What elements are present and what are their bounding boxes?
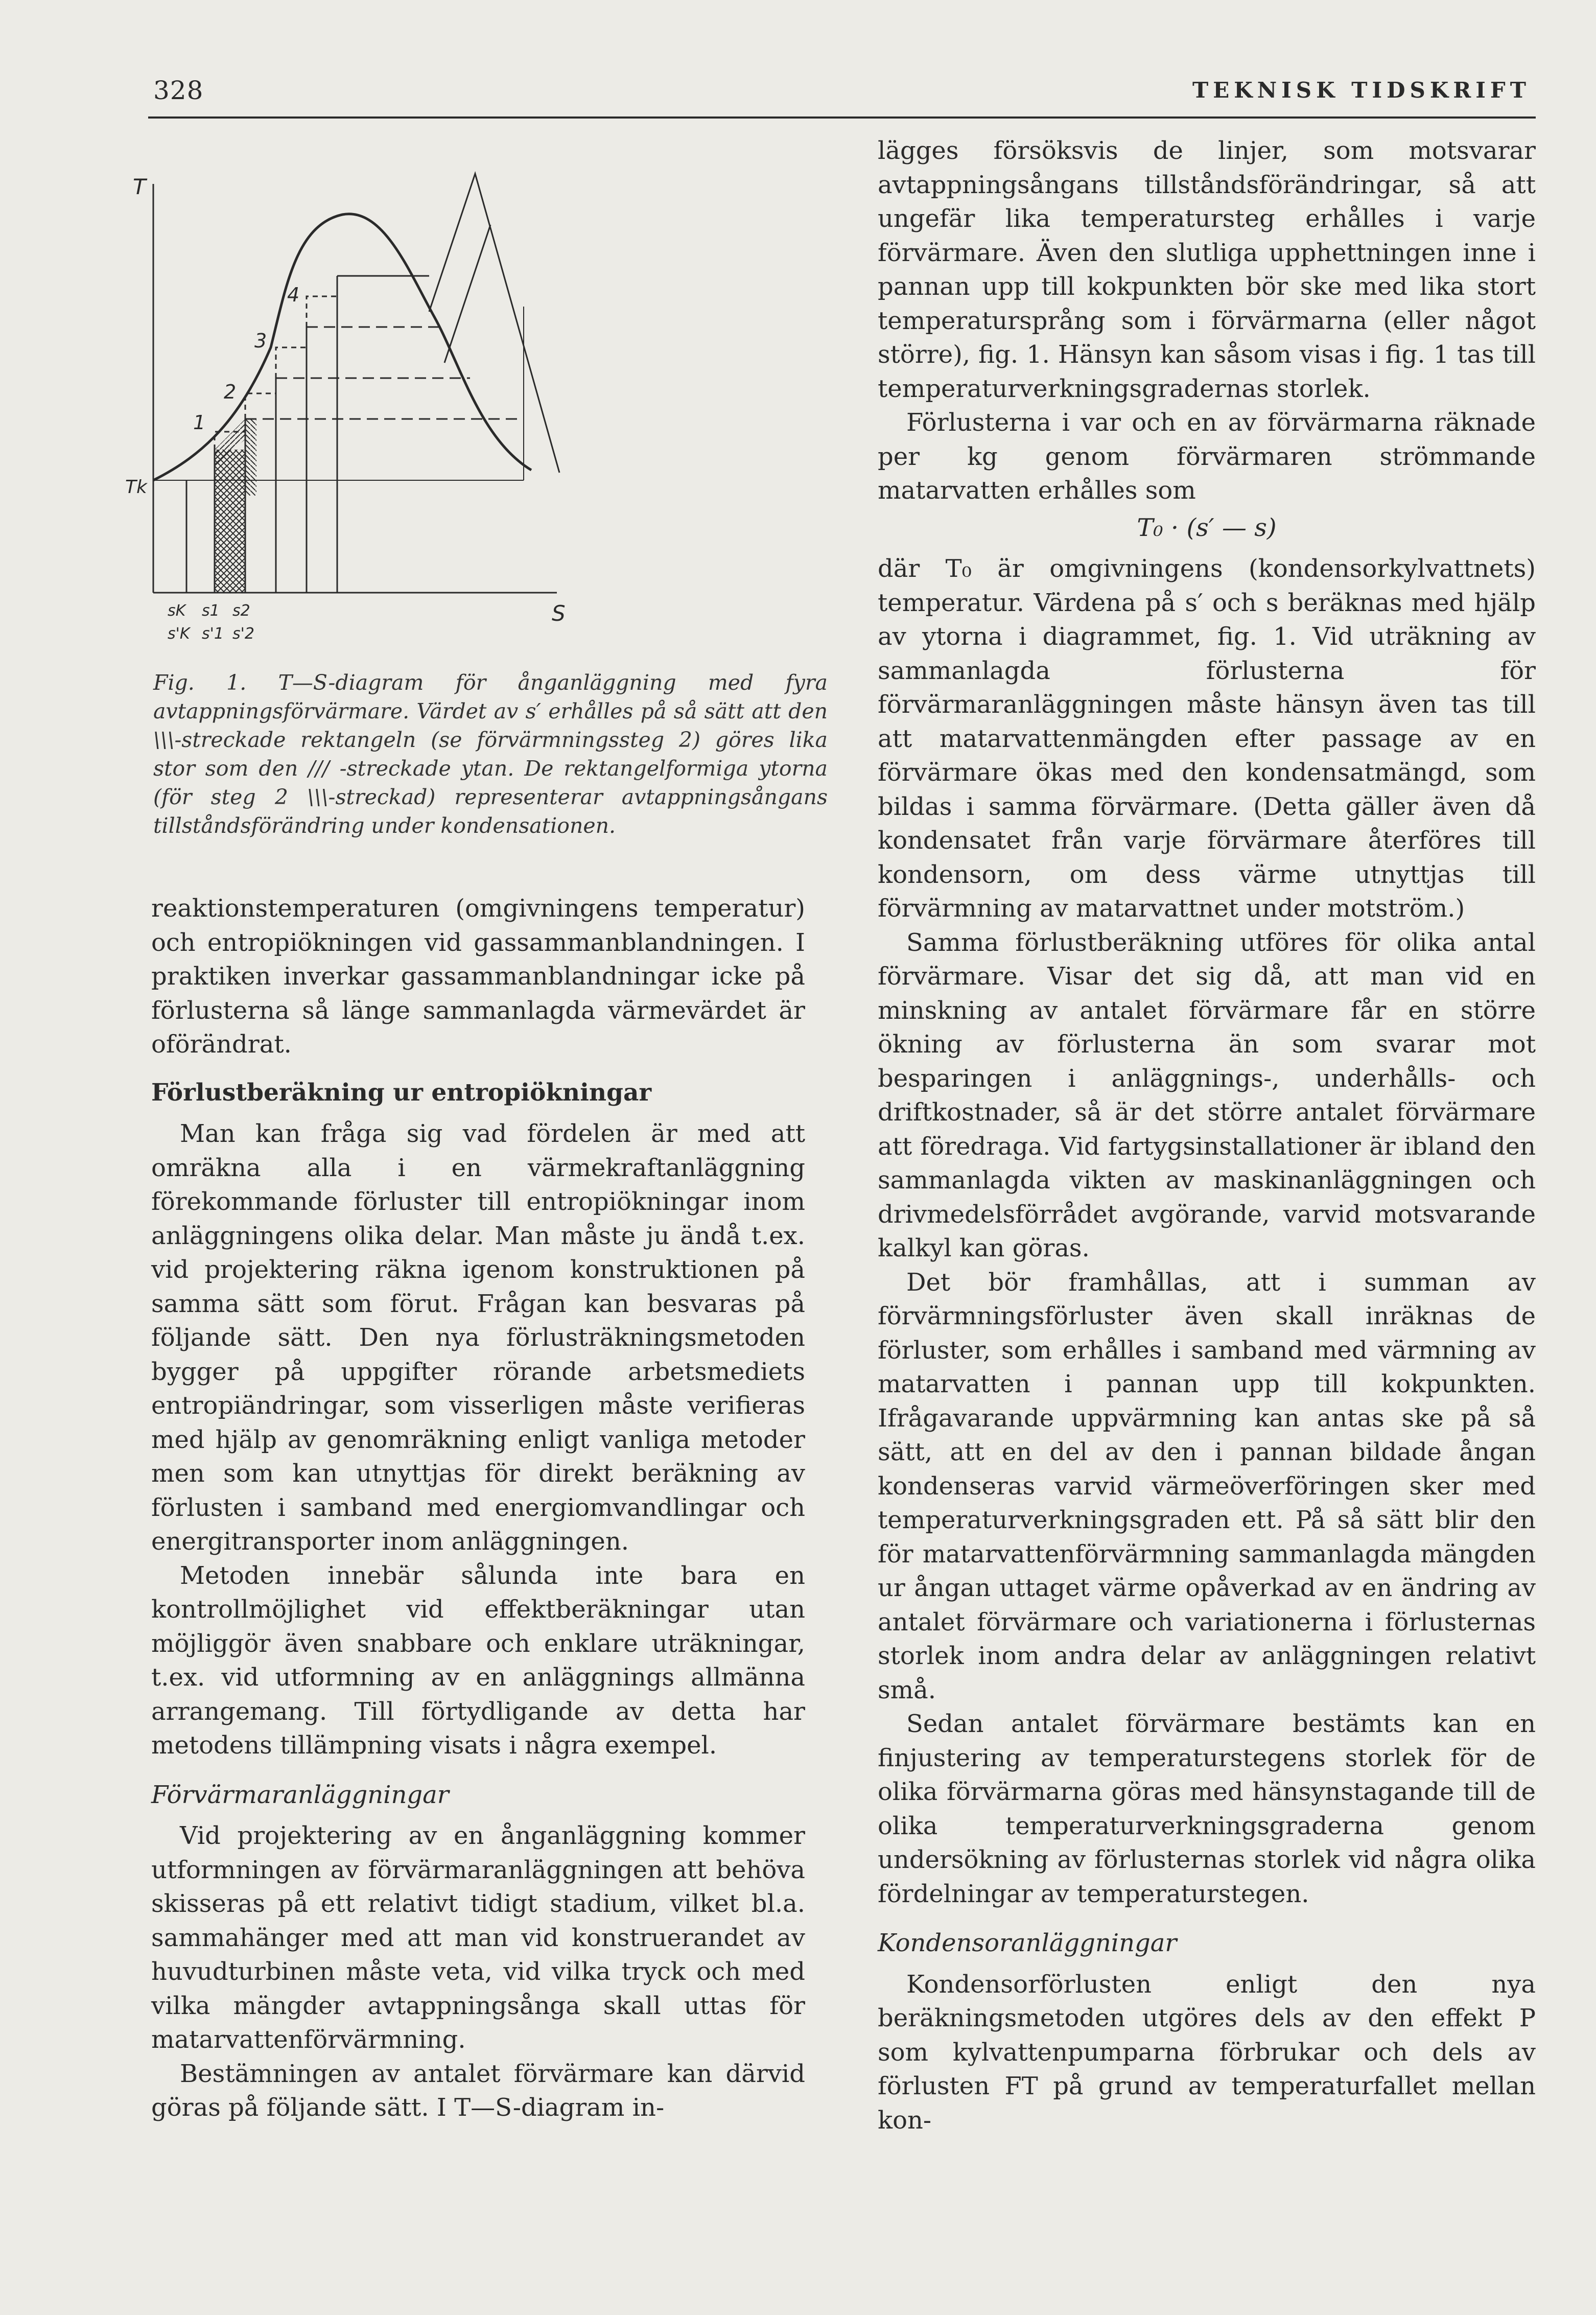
step-label-1: 1 <box>193 411 206 434</box>
s-label-s1: s1 <box>202 602 220 620</box>
page-number: 328 <box>153 76 204 105</box>
s-label-s2: s2 <box>232 602 250 620</box>
step-label-2: 2 <box>224 381 237 403</box>
paragraph: Förlusterna i var och en av förvärmarna räknade per kg genom förvärmaren strömmande matarvatten erhålles som <box>878 408 1536 505</box>
right-column <box>878 134 1536 2137</box>
s-label-s2-prime: s'2 <box>232 625 254 643</box>
left-column <box>151 892 805 2125</box>
paragraph: Kondensorförlusten enligt den nya beräkningsmetoden utgöres dels av den effekt P som kylvattenpumparna förbrukar och dels av förlusten FT på grund av temperaturfallet mellan kon- <box>878 1970 1536 2135</box>
s-label-sk-prime: s'K <box>168 625 190 643</box>
paragraph: Samma förlustberäkning utföres för olika antal förvärmare. Visar det sig då, att man vid en minskning av antalet förvärmare får en större ökning av förlusterna än som svarar mot besparingen i anläggnings-, underhålls- och driftkostnader, så är det större antalet förvärmare att föredraga. Vid fartygsinstallationer är ibland den sammanlagda vikten av maskinanläggningen och drivmedelsförrådet avgörande, varvid motsvarande kalkyl kan göras. <box>878 928 1536 1262</box>
paragraph: Sedan antalet förvärmare bestämts kan en finjustering av temperaturstegens storlek för de olika förvärmarna göras med hänsynstagande till de olika temperaturverkningsgraderna genom undersökning av förlusternas storlek vid några olika fördelningar av temperaturstegen. <box>878 1710 1536 1908</box>
s-label-sk: sK <box>168 602 186 620</box>
paragraph: Det bör framhållas, att i summan av förvärmningsförluster även skall inräknas de förluster, som erhålles i samband med värmning av matarvatten i pannan upp till kokpunkten. Ifrågavarande uppvärmning kan antas ske på så sätt, att en del av den i pannan bildade ångan kondenseras varvid värmeöverföringen sker med temperaturverkningsgraden ett. På så sätt blir den för matarvattenförvärmning sammanlagda mängden ur ångan uttaget värme opåverkad av en ändring av antalet förvärmare och variationerna i förlusternas storlek inom andra delar av anläggningen relativt små. <box>878 1268 1536 1704</box>
paragraph: reaktionstemperaturen (omgivningens temperatur) och entropiökningen vid gassammanblandningen. I praktiken inverkar gassammanblandningar icke på förlusterna så länge sammanlagda värmevärdet är oförändrat. <box>151 894 805 1059</box>
paragraph: där T₀ är omgivningens (kondensorkylvattnets) temperatur. Värdena på s′ och s beräknas med hjälp av ytorna i diagrammet, fig. 1. Vid uträkning av sammanlagda förlusterna för förvärmaranläggningen måste hänsyn även tas till att matarvattenmängden efter passage av en förvärmare ökas med den kondensatmängd, som bildas i samma förvärmare. (Detta gäller även då kondensatet från varje förvärmare återföres till kondensorn, om dess värme utnyttjas till förvärmning av matarvattnet under motström.) <box>878 554 1536 923</box>
journal-title: TEKNISK TIDSKRIFT <box>1192 78 1531 103</box>
paragraph: Man kan fråga sig vad fördelen är med att omräkna alla i en värmekraftanläggning förekommande förluster till entropiökningar inom anläggningens olika delar. Man måste ju ändå t.ex. vid projektering räkna igenom konstruktionen på samma sätt som förut. Frågan kan besvaras på följande sätt. Den nya förlusträkningsmetoden bygger på uppgifter rörande arbetsmediets entropiändringar, som visserligen måste verifieras med hjälp av genomräkning enligt vanliga metoder men som kan utnyttjas för direkt beräkning av förlusten i samband med energiomvandlingar och energitransporter inom anläggningen. <box>151 1119 805 1556</box>
axis-label-tk: Tk <box>125 477 147 498</box>
paragraph: Bestämningen av antalet förvärmare kan därvid göras på följande sätt. I T—S-diagram in- <box>151 2059 805 2122</box>
saturation-curve <box>153 214 531 480</box>
ts-diagram <box>123 153 828 664</box>
step-label-3: 3 <box>254 330 267 352</box>
paragraph: lägges försöksvis de linjer, som motsvarar avtappningsångans tillståndsförändringar, så att ungefär lika temperatursteg erhålles i varje förvärmare. Även den slutliga upphettningen inne i pannan upp till kokpunkten bör ske med lika stort temperatursprång som i förvärmarna (eller något större), fig. 1. Hänsyn kan såsom visas i fig. 1 tas till temperaturverkningsgradernas storlek. <box>878 136 1536 403</box>
step-label-4: 4 <box>287 284 300 306</box>
paragraph: Metoden innebär sålunda inte bara en kontrollmöjlighet vid effektberäkningar utan möjliggör även snabbare och enklare uträkningar, t.ex. vid utformning av en anläggnings allmänna arrangemang. Till förtydligande av detta har metodens tillämpning visats i några exempel. <box>151 1561 805 1760</box>
subsection-heading: Förvärmaranläggningar <box>151 1780 449 1809</box>
s-label-s1-prime: s'1 <box>202 625 224 643</box>
figure-caption: Fig. 1. T—S-diagram för ånganläggning med fyra avtappningsförvärmare. Värdet av s′ erhålles på så sätt att den \\\-streckade rektangeln (se förvärmningssteg 2) göres lika stor som den /// -streckade ytan. De rektangelformiga ytorna (för steg 2 \\\-streckad) representerar avtappningsångans tillståndsförändring under kondensationen. <box>153 670 828 838</box>
section-heading: Förlustberäkning ur entropiökningar <box>151 1078 652 1107</box>
axis-label-t: T <box>133 174 146 199</box>
formula: T₀ · (s′ — s) <box>1137 513 1277 542</box>
subsection-heading: Kondensoranläggningar <box>878 1929 1177 1957</box>
header-rule <box>148 116 1536 119</box>
paragraph: Vid projektering av en ånganläggning kommer utformningen av förvärmaranläggningen att behöva skisseras på ett relativt tidigt stadium, vilket bl.a. sammahänger med att man vid konstruerandet av huvudturbinen måste veta, vid vilka tryck och med vilka mängder avtappningsånga skall uttas för matarvattenförvärmning. <box>151 1821 805 2054</box>
superheat-lines <box>429 174 559 473</box>
axis-label-s: S <box>552 601 566 626</box>
